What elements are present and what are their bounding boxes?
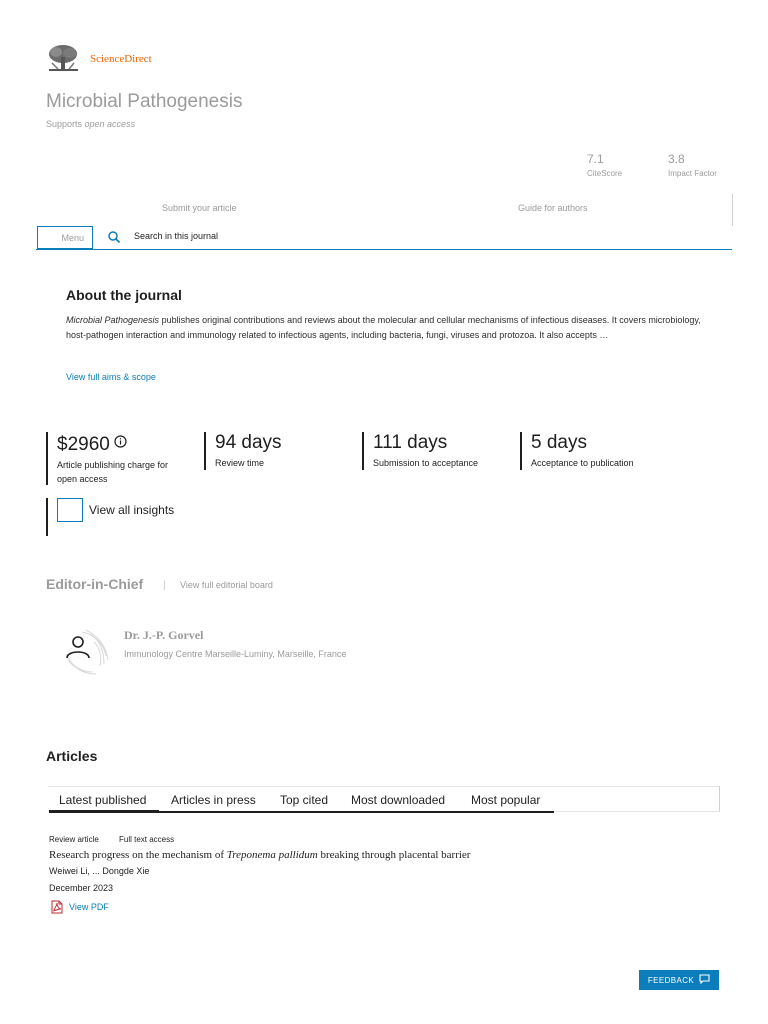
separator: | [163,580,166,591]
search-icon[interactable] [107,230,121,244]
aims-scope-link[interactable]: View full aims & scope [66,372,156,382]
menu-label: Menu [61,232,84,243]
submit-article-link[interactable]: Submit your article [162,203,237,213]
about-description: Microbial Pathogenesis publishes original contributions and reviews about the molecular and cellular mechanisms of infectious diseases. It covers microbiology, host-pathogen interaction and immunology related to infectious agents, including bacteria, fungi, viruses and protozoa. It also accepts … [66,315,701,340]
editor-name[interactable]: Dr. J.-P. Gorvel [124,628,204,642]
nav-underline [36,249,732,250]
open-access-note: Supports open access [46,119,136,129]
speech-bubble-icon [699,974,710,986]
insight-review-time [204,432,354,470]
info-icon[interactable] [114,432,127,445]
editor-section-title: Editor-in-Chief [46,576,144,592]
citescore-metric[interactable] [587,152,622,178]
insight-value: $2960 [57,432,196,456]
article-type: Review article [49,835,99,844]
search-journal-input[interactable]: Search in this journal [134,231,219,241]
article-authors: Weiwei Li, ... Dongde Xie [49,866,150,876]
impact-factor-label: Impact Factor [668,169,717,178]
elsevier-tree-logo[interactable] [46,43,81,73]
insight-bar [46,498,48,536]
insight-label: Review time [215,458,265,468]
citescore-value: 7.1 [587,152,604,166]
feedback-button[interactable] [639,970,719,990]
editor-affiliation: Immunology Centre Marseille-Luminy, Marseille, France [124,649,347,659]
citescore-label: CiteScore [587,169,623,178]
tab-latest-published[interactable]: Latest published [59,793,147,807]
insight-value: 94 days [215,432,282,453]
insight-bar [520,432,522,470]
pdf-icon[interactable] [50,900,64,914]
editorial-board-link[interactable]: View full editorial board [180,580,273,590]
insight-label: Article publishing charge for open access [57,460,169,484]
insight-acceptance-publication [520,432,690,470]
insight-bar [362,432,364,470]
insight-label: Submission to acceptance [373,458,479,468]
insight-apc [46,432,196,485]
insight-bar [204,432,206,470]
articles-title: Articles [46,748,98,764]
about-title: About the journal [66,287,182,303]
article-date: December 2023 [49,883,114,893]
view-insights-button[interactable] [57,498,83,522]
tab-most-popular[interactable]: Most popular [471,793,541,807]
menu-button[interactable] [37,226,93,249]
view-all-insights-link[interactable]: View all insights [89,503,175,517]
editor-avatar [60,624,112,676]
tab-top-cited[interactable]: Top cited [280,793,329,807]
impact-factor-value: 3.8 [668,152,685,166]
tab-articles-in-press[interactable]: Articles in press [171,793,256,807]
tab-most-downloaded[interactable]: Most downloaded [351,793,446,807]
view-pdf-link[interactable]: View PDF [69,902,109,912]
tabs-underline [159,811,554,813]
insight-label: Acceptance to publication [531,458,634,468]
sciencedirect-wordmark[interactable]: ScienceDirect [90,53,152,65]
header-divider [732,194,733,226]
insight-value: 5 days [531,432,587,453]
insight-value: 111 days [373,432,448,453]
insight-submission-acceptance [362,432,512,470]
active-tab-indicator [49,810,159,813]
impact-factor-metric[interactable] [668,152,717,178]
article-title-link[interactable]: Research progress on the mechanism of Treponema pallidum breaking through placental barrier [49,849,471,861]
journal-title: Microbial Pathogenesis [46,91,243,112]
guide-for-authors-link[interactable]: Guide for authors [518,203,588,213]
feedback-label: FEEDBACK [647,975,695,985]
article-access: Full text access [119,835,175,844]
insight-bar [46,432,48,485]
